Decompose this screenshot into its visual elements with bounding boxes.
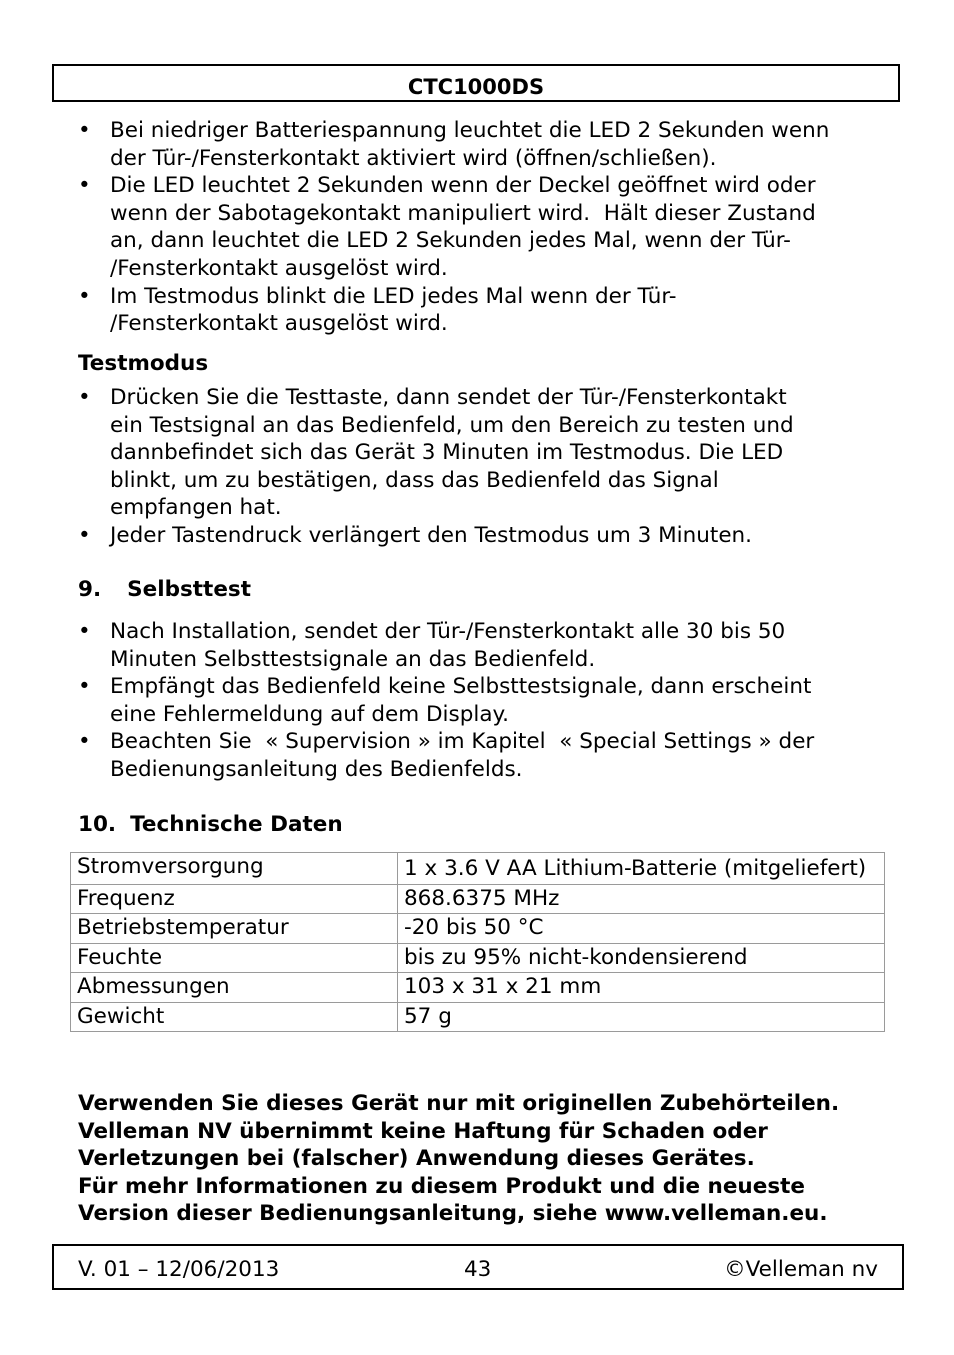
spec-key: Stromversorgung xyxy=(71,853,398,885)
technical-data-table xyxy=(70,852,885,1032)
closing-line: Velleman NV übernimmt keine Haftung für Schaden oder xyxy=(78,1118,768,1144)
spec-value: 57 g xyxy=(398,1002,885,1032)
spec-value: bis zu 95% nicht-kondensierend xyxy=(398,943,885,973)
table-row xyxy=(71,853,885,885)
table-row xyxy=(71,884,885,914)
spec-value: -20 bis 50 °C xyxy=(398,914,885,944)
list-item: • Drücken Sie die Testtaste, dann sendet der Tür-/Fensterkontakt ein Testsignal an das Bedienfeld, um den Bereich zu testen und dannbefindet sich das Gerät 3 Minuten im Testmodus. Die LED blinkt, um zu bestätigen, dass das Bedienfeld das Signal empfangen hat. xyxy=(78,384,878,522)
testmodus-heading: Testmodus xyxy=(78,351,209,376)
table-row xyxy=(71,1002,885,1032)
document-title: CTC1000DS xyxy=(407,75,545,99)
testmodus-bullet-list xyxy=(78,384,878,550)
page-number: 43 xyxy=(464,1257,492,1282)
spec-value: 1 x 3.6 V AA Lithium-Batterie (mitgeliefert) xyxy=(398,853,885,885)
closing-line: Verletzungen bei (falscher) Anwendung dieses Gerätes. xyxy=(78,1146,755,1172)
closing-line: Für mehr Informationen zu diesem Produkt und die neueste xyxy=(78,1173,805,1199)
version-label: V. 01 – 12/06/2013 xyxy=(78,1257,280,1282)
table-row xyxy=(71,914,885,944)
spec-key: Gewicht xyxy=(71,1002,398,1032)
list-item: • Jeder Tastendruck verlängert den Testmodus um 3 Minuten. xyxy=(78,522,878,550)
section-title: Selbsttest xyxy=(127,577,251,602)
section-title: Technische Daten xyxy=(130,812,343,837)
section-number: 9. xyxy=(78,577,102,602)
spec-key: Frequenz xyxy=(71,884,398,914)
closing-line: Verwenden Sie dieses Gerät nur mit originellen Zubehörteilen. xyxy=(78,1091,840,1116)
list-item: • Empfängt das Bedienfeld keine Selbsttestsignale, dann erscheint eine Fehlermeldung auf dem Display. xyxy=(78,673,878,728)
page-footer xyxy=(52,1244,904,1290)
page-header xyxy=(52,64,900,102)
table-row xyxy=(71,973,885,1003)
list-item: • Nach Installation, sendet der Tür-/Fensterkontakt alle 30 bis 50 Minuten Selbsttestsignale an das Bedienfeld. xyxy=(78,618,878,673)
copyright-label: ©Velleman nv xyxy=(724,1257,878,1282)
spec-value: 103 x 31 x 21 mm xyxy=(398,973,885,1003)
list-item: • Bei niedriger Batteriespannung leuchtet die LED 2 Sekunden wenn der Tür-/Fensterkontakt aktiviert wird (öffnen/schließen). xyxy=(78,117,878,172)
closing-line: Version dieser Bedienungsanleitung, siehe www.velleman.eu. xyxy=(78,1201,828,1227)
list-item: • Beachten Sie « Supervision » im Kapitel « Special Settings » der Bedienungsanleitung des Bedienfelds. xyxy=(78,728,878,783)
section-number: 10. xyxy=(78,812,117,837)
section-9-heading xyxy=(78,577,251,602)
spec-key: Abmessungen xyxy=(71,973,398,1003)
spec-value: 868.6375 MHz xyxy=(398,884,885,914)
list-item: • Die LED leuchtet 2 Sekunden wenn der Deckel geöffnet wird oder wenn der Sabotagekontakt manipuliert wird. Hält dieser Zustand an, dann leuchtet die LED 2 Sekunden jedes Mal, wenn der Tür- /Fensterkontakt ausgelöst wird. xyxy=(78,172,878,282)
table-row xyxy=(71,943,885,973)
closing-notice xyxy=(78,1090,839,1228)
selbsttest-bullet-list xyxy=(78,618,878,784)
section-10-heading xyxy=(78,812,343,837)
list-item: • Im Testmodus blinkt die LED jedes Mal wenn der Tür- /Fensterkontakt ausgelöst wird. xyxy=(78,283,878,338)
intro-bullet-list xyxy=(78,117,878,338)
spec-key: Feuchte xyxy=(71,943,398,973)
spec-key: Betriebstemperatur xyxy=(71,914,398,944)
